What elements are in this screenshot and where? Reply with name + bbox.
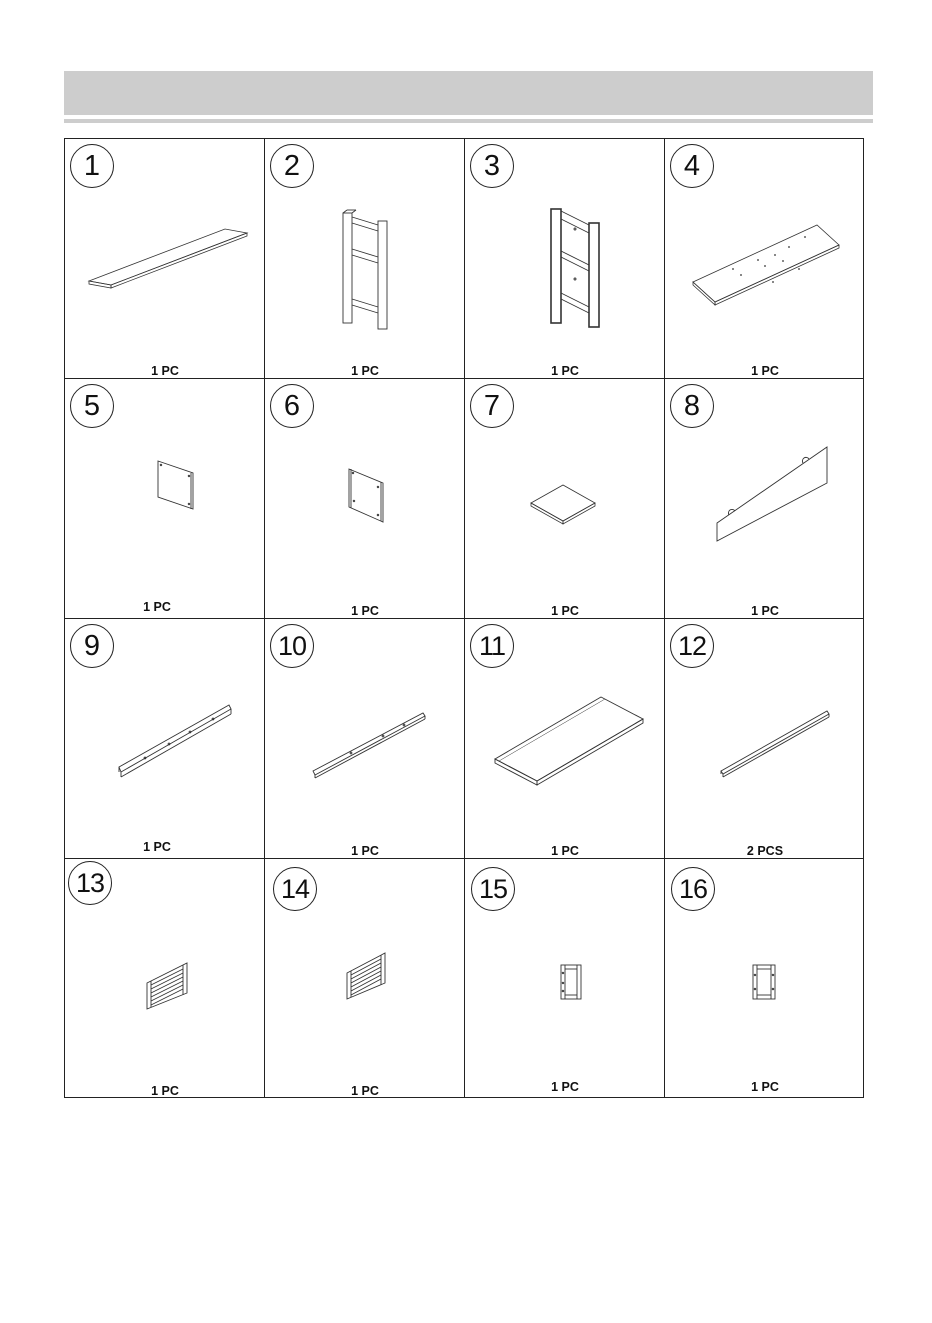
part-number: 15 [471, 867, 515, 911]
part-cell-7 [465, 379, 665, 619]
header-bar [64, 71, 873, 115]
top-panel-icon [465, 619, 665, 859]
part-cell-1 [65, 139, 265, 379]
part-qty: 2 PCS [746, 844, 784, 858]
part-qty: 1 PC [751, 1080, 779, 1094]
part-number: 4 [670, 144, 714, 188]
part-qty: 1 PC [143, 840, 171, 854]
part-qty: 1 PC [551, 604, 579, 618]
part-cell-12 [665, 619, 865, 859]
small-panel-icon [65, 379, 265, 619]
part-number: 10 [270, 624, 314, 668]
square-panel-icon [465, 379, 665, 619]
part-cell-10 [265, 619, 465, 859]
side-frame-icon [265, 139, 465, 379]
header-rule [64, 119, 873, 123]
part-cell-9 [65, 619, 265, 859]
drilled-panel-icon [665, 139, 865, 379]
part-cell-14 [265, 859, 465, 1099]
part-cell-6 [265, 379, 465, 619]
part-qty: 1 PC [751, 604, 779, 618]
part-number: 13 [68, 861, 112, 905]
part-number: 6 [270, 384, 314, 428]
part-qty: 1 PC [551, 364, 579, 378]
part-cell-5 [65, 379, 265, 619]
part-qty: 1 PC [351, 364, 379, 378]
part-number: 5 [70, 384, 114, 428]
parts-grid [64, 138, 864, 1098]
part-number: 8 [670, 384, 714, 428]
part-cell-13 [65, 859, 265, 1099]
small-panel-icon [265, 379, 465, 619]
part-cell-16 [665, 859, 865, 1099]
thin-rail-icon [265, 619, 465, 859]
bar-icon [665, 619, 865, 859]
part-number: 11 [470, 624, 514, 668]
part-cell-3 [465, 139, 665, 379]
part-cell-8 [665, 379, 865, 619]
part-cell-4 [665, 139, 865, 379]
part-number: 3 [470, 144, 514, 188]
part-number: 7 [470, 384, 514, 428]
part-qty: 1 PC [751, 364, 779, 378]
part-qty: 1 PC [551, 844, 579, 858]
part-number: 2 [270, 144, 314, 188]
part-qty: 1 PC [551, 1080, 579, 1094]
rail-icon [65, 619, 265, 859]
part-cell-11 [465, 619, 665, 859]
part-number: 14 [273, 867, 317, 911]
part-number: 9 [70, 624, 114, 668]
small-frame-icon [465, 859, 665, 1099]
part-qty: 1 PC [151, 1084, 179, 1098]
side-frame-icon [465, 139, 665, 379]
part-number: 12 [670, 624, 714, 668]
part-cell-15 [465, 859, 665, 1099]
part-qty: 1 PC [351, 844, 379, 858]
part-qty: 1 PC [351, 1084, 379, 1098]
slatted-panel-icon [265, 859, 465, 1099]
part-number: 1 [70, 144, 114, 188]
part-cell-2 [265, 139, 465, 379]
part-number: 16 [671, 867, 715, 911]
long-panel-icon [65, 139, 265, 379]
part-qty: 1 PC [351, 604, 379, 618]
small-frame-icon [665, 859, 865, 1099]
back-panel-icon [665, 379, 865, 619]
part-qty: 1 PC [151, 364, 179, 378]
slatted-panel-icon [65, 859, 265, 1099]
part-qty: 1 PC [143, 600, 171, 614]
